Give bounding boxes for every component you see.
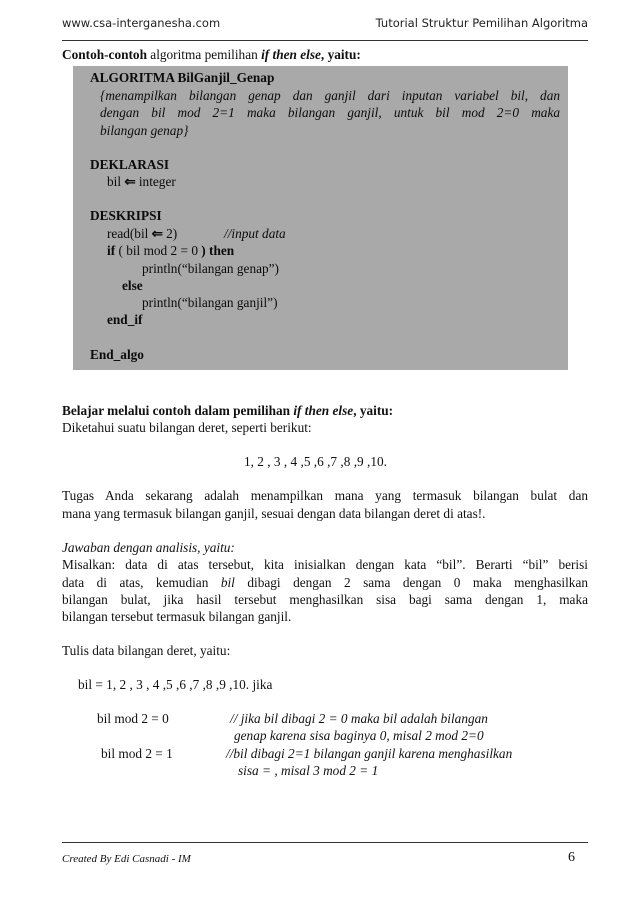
heading-end: , yaitu: [320,47,361,62]
mod0-comment-2: genap karena sisa baginya 0, misal 2 mod 2=0 [234,728,484,743]
misal-line-4: bilangan tersebut termasuk bilangan ganjil. [62,609,292,624]
println-ganjil: println(“bilangan ganjil”) [142,295,278,310]
algo-comment-line-2: dengan bil mod 2=1 maka bilangan ganjil, untuk bil mod 2=0 maka [100,105,560,120]
mod0-expression: bil mod 2 = 0 [97,711,169,726]
heading-bold: Belajar melalui contoh dalam pemilihan [62,403,294,418]
read-stmt: read(bil [107,226,152,241]
heading-plain: algoritma pemilihan [146,47,262,62]
deklarasi-label: DEKLARASI [90,157,170,172]
algorithm-box [73,66,568,370]
mod1-comment-2: sisa = , misal 3 mod 2 = 1 [238,763,379,778]
page-number: 6 [568,850,575,865]
if-keyword: if [107,243,116,258]
assign-arrow-icon: ⇐ [124,174,136,189]
footer-author: Created By Edi Casnadi - IM [62,853,191,865]
footer-divider [62,842,588,843]
decl-var: bil [107,174,125,189]
intro-text: Diketahui suatu bilangan deret, seperti berikut: [62,420,312,435]
header-site: www.csa-interganesha.com [62,16,221,30]
misal-line-2 [62,575,588,591]
jawaban-heading: Jawaban dengan analisis, yaitu: [62,540,235,555]
heading-bold: Contoh-contoh [62,47,147,62]
tulis-text: Tulis data bilangan deret, yaitu: [62,643,231,658]
algo-comment-line-1: {menampilkan bilangan genap dan ganjil dari inputan variabel bil, dan [100,88,560,103]
mod1-comment-1: //bil dibagi 2=1 bilangan ganjil karena menghasilkan [226,746,513,761]
section2-heading [62,403,393,419]
algo-comment-line-3: bilangan genap} [100,123,189,138]
endalgo-keyword: End_algo [90,347,144,362]
section1-heading [62,47,361,63]
endif-keyword: end_if [107,312,143,327]
algo-title: ALGORITMA BilGanjil_Genap [90,70,275,85]
misal-text: data di atas, kemudian [62,575,221,590]
then-keyword: ) then [201,243,235,258]
heading-italic: if then else [293,403,354,418]
if-condition: ( bil mod 2 = 0 [115,243,202,258]
mod1-expression: bil mod 2 = 1 [101,746,173,761]
heading-italic: if then else [261,47,321,62]
bil-line: bil = 1, 2 , 3 , 4 ,5 ,6 ,7 ,8 ,9 ,10. jika [78,677,273,692]
println-genap: println(“bilangan genap”) [142,261,279,276]
declaration-line [107,174,176,190]
misal-text: dibagi dengan 2 sama dengan 0 maka menghasilkan [234,575,589,590]
tugas-line-1: Tugas Anda sekarang adalah menampilkan mana yang termasuk bilangan bulat dan [62,488,588,503]
misal-line-1: Misalkan: data di atas tersebut, kita inisialkan dengan kata “bil”. Berarti “bil” berisi [62,557,588,572]
mod0-comment-1: // jika bil dibagi 2 = 0 maka bil adalah bilangan [230,711,488,726]
assign-arrow-icon: ⇐ [151,226,163,241]
header-title: Tutorial Struktur Pemilihan Algoritma [375,16,588,30]
read-line [107,226,177,242]
decl-type: integer [135,174,176,189]
misal-line-3: bilangan bulat, jika hasil tersebut menghasilkan sisa bagi sama dengan 1, maka [62,592,588,607]
heading-end: , yaitu: [353,403,394,418]
if-line [107,243,234,259]
header-divider [62,40,588,41]
page-header [62,14,588,34]
read-comment: //input data [224,226,286,241]
else-keyword: else [122,278,143,293]
number-sequence: 1, 2 , 3 , 4 ,5 ,6 ,7 ,8 ,9 ,10. [244,454,387,469]
deskripsi-label: DESKRIPSI [90,208,162,223]
tugas-line-2: mana yang termasuk bilangan ganjil, sesuai dengan data bilangan deret di atas!. [62,506,486,521]
misal-var: bil [220,575,235,590]
read-value: 2) [162,226,178,241]
